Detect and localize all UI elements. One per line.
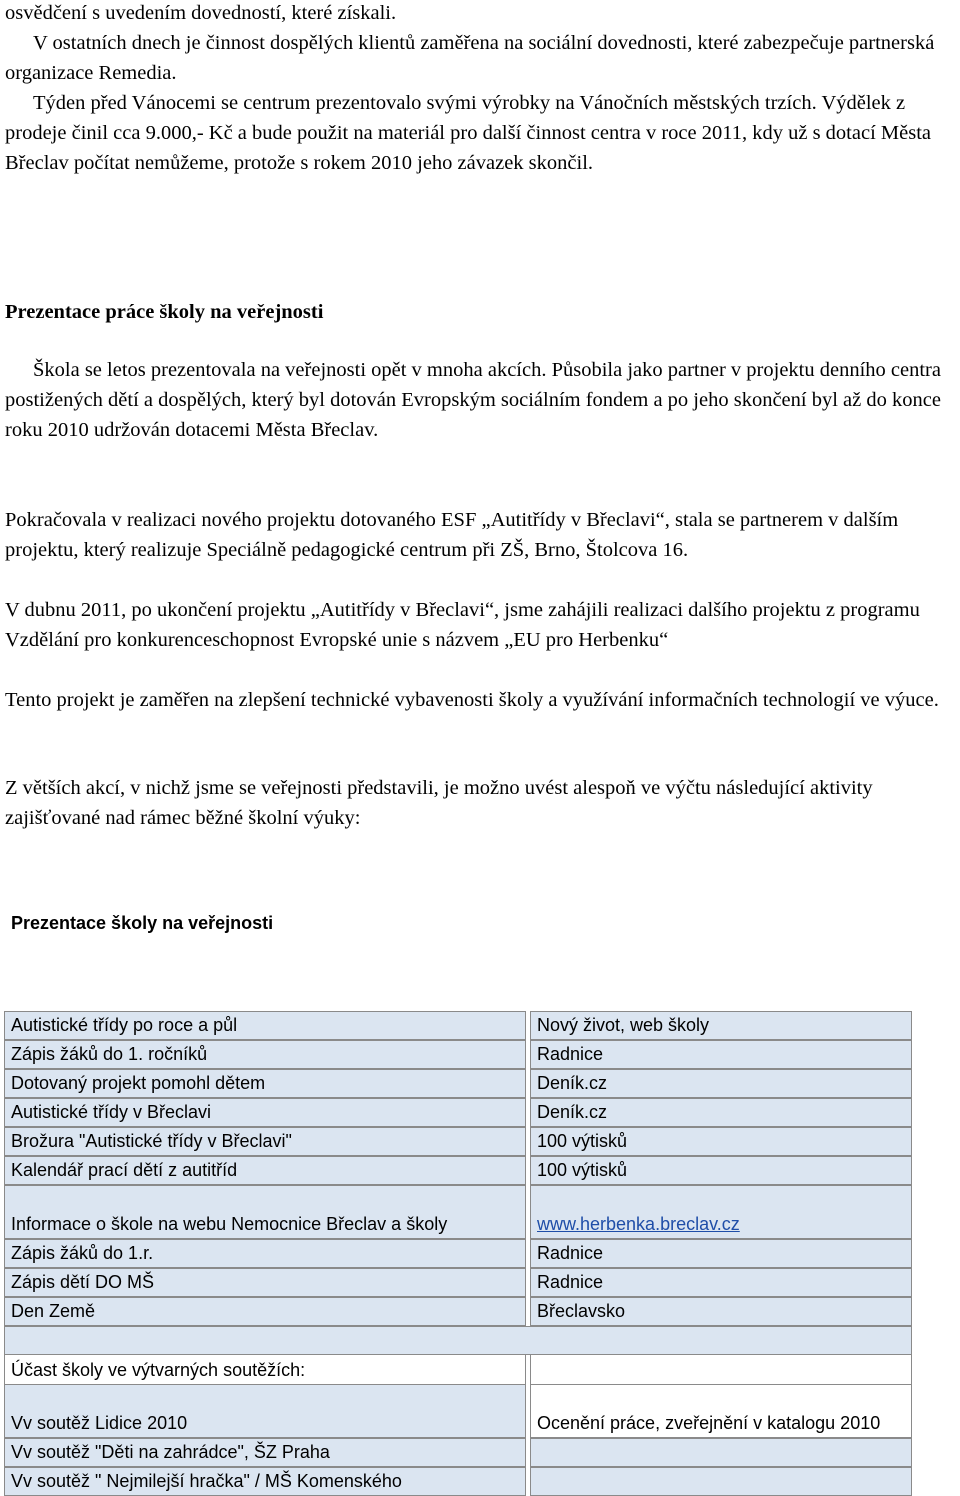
table-cell-left: Vv soutěž "Děti na zahrádce", ŠZ Praha [4,1438,526,1467]
table-cell-left: Vv soutěž " Nejmilejší hračka" / MŠ Komenského [4,1467,526,1496]
table-row [4,1011,958,1040]
heading-public-presentation: Prezentace práce školy na veřejnosti [5,301,324,323]
table-cell-right: Radnice [530,1239,912,1268]
table-row [4,1098,958,1127]
table-row [4,1384,958,1438]
table-row [4,1127,958,1156]
table-cell-right: Deník.cz [530,1098,912,1127]
paragraph-eu-project: V dubnu 2011, po ukončení projektu „Autitřídy v Břeclavi“, jsme zahájili realizaci dalšího projektu z programu Vzdělání pro konkurenceschopnost Evropské unie s názvem „EU pro Herbenku“ [5,599,920,651]
table-cell-right [530,1438,912,1467]
table-cell-left: Vv soutěž Lidice 2010 [4,1384,526,1438]
table-cell-left: Brožura "Autistické třídy v Břeclavi" [4,1127,526,1156]
herbenka-website-link[interactable]: www.herbenka.breclav.cz [537,1214,740,1234]
table-row [4,1355,958,1384]
table-cell-left: Zápis žáků do 1. ročníků [4,1040,526,1069]
table-cell-right: 100 výtisků [530,1127,912,1156]
paragraph-technology: Tento projekt je zaměřen na zlepšení technické vybavenosti školy a využívání informačních technologií ve výuce. [5,689,939,711]
table-row [4,1040,958,1069]
table-cell-left: Zápis dětí DO MŠ [4,1268,526,1297]
presentation-table [4,1011,958,1496]
paragraph-adult-clients: V ostatních dnech je činnost dospělých klientů zaměřena na sociální dovednosti, které zabezpečuje partnerská organizace Remedia. [5,32,935,84]
table-row [4,1239,958,1268]
heading-school-presentation-table: Prezentace školy na veřejnosti [11,913,274,933]
table-cell-right: 100 výtisků [530,1156,912,1185]
table-cell-right: Radnice [530,1040,912,1069]
table-row [4,1467,958,1496]
table-cell-left: Dotovaný projekt pomohl dětem [4,1069,526,1098]
competition-header-cell: Účast školy ve výtvarných soutěžích: [4,1355,526,1384]
paragraph-esf-project: Pokračovala v realizaci nového projektu dotovaného ESF „Autitřídy v Břeclavi“, stala se partnerem v dalším projektu, který realizuje Speciálně pedagogické centrum při ZŠ, Brno, Štolcova 16. [5,509,899,561]
paragraph-christmas-markets: Týden před Vánocemi se centrum prezentovalo svými výrobky na Vánočních městských trzích. Výdělek z prodeje činil cca 9.000,- Kč a bude použit na materiál pro další činnost centra v roce 2011, kdy už s dotací Města Břeclav počítat nemůžeme, protože s rokem 2010 jeho závazek skončil. [5,92,931,174]
table-cell-right: Nový život, web školy [530,1011,912,1040]
table-spacer-row [4,1326,958,1355]
table-cell-left: Zápis žáků do 1.r. [4,1239,526,1268]
table-row [4,1156,958,1185]
table-row [4,1185,958,1239]
table-spacer-cell [4,1326,912,1355]
table-cell-left: Den Země [4,1297,526,1326]
table-row [4,1268,958,1297]
table-cell-left: Autistické třídy v Břeclavi [4,1098,526,1127]
table-cell-right: Deník.cz [530,1069,912,1098]
paragraph-skills-certificate: osvědčení s uvedením dovedností, které získali. [5,2,397,24]
table-cell-right [530,1467,912,1496]
table-cell-right: Ocenění práce, zveřejnění v katalogu 2010 [530,1384,912,1438]
table-cell-right: Radnice [530,1268,912,1297]
table-cell-right: Břeclavsko [530,1297,912,1326]
table-row [4,1069,958,1098]
table-row [4,1438,958,1467]
table-cell-left: Autistické třídy po roce a půl [4,1011,526,1040]
table-cell-right [530,1355,912,1384]
table-cell-left: Kalendář prací dětí z autitříd [4,1156,526,1185]
table-row [4,1297,958,1326]
paragraph-activities-intro: Z větších akcí, v nichž jsme se veřejnosti představili, je možno uvést alespoň ve výčtu následující aktivity zajišťované nad rámec běžné školní výuky: [5,777,873,829]
paragraph-school-presented: Škola se letos prezentovala na veřejnosti opět v mnoha akcích. Působila jako partner v projektu denního centra postižených dětí a dospělých, který byl dotován Evropským sociálním fondem a po jeho skončení byl až do konce roku 2010 udržován dotacemi Města Břeclav. [5,359,941,441]
table-cell-right [530,1185,912,1239]
table-cell-left: Informace o škole na webu Nemocnice Břeclav a školy [4,1185,526,1239]
